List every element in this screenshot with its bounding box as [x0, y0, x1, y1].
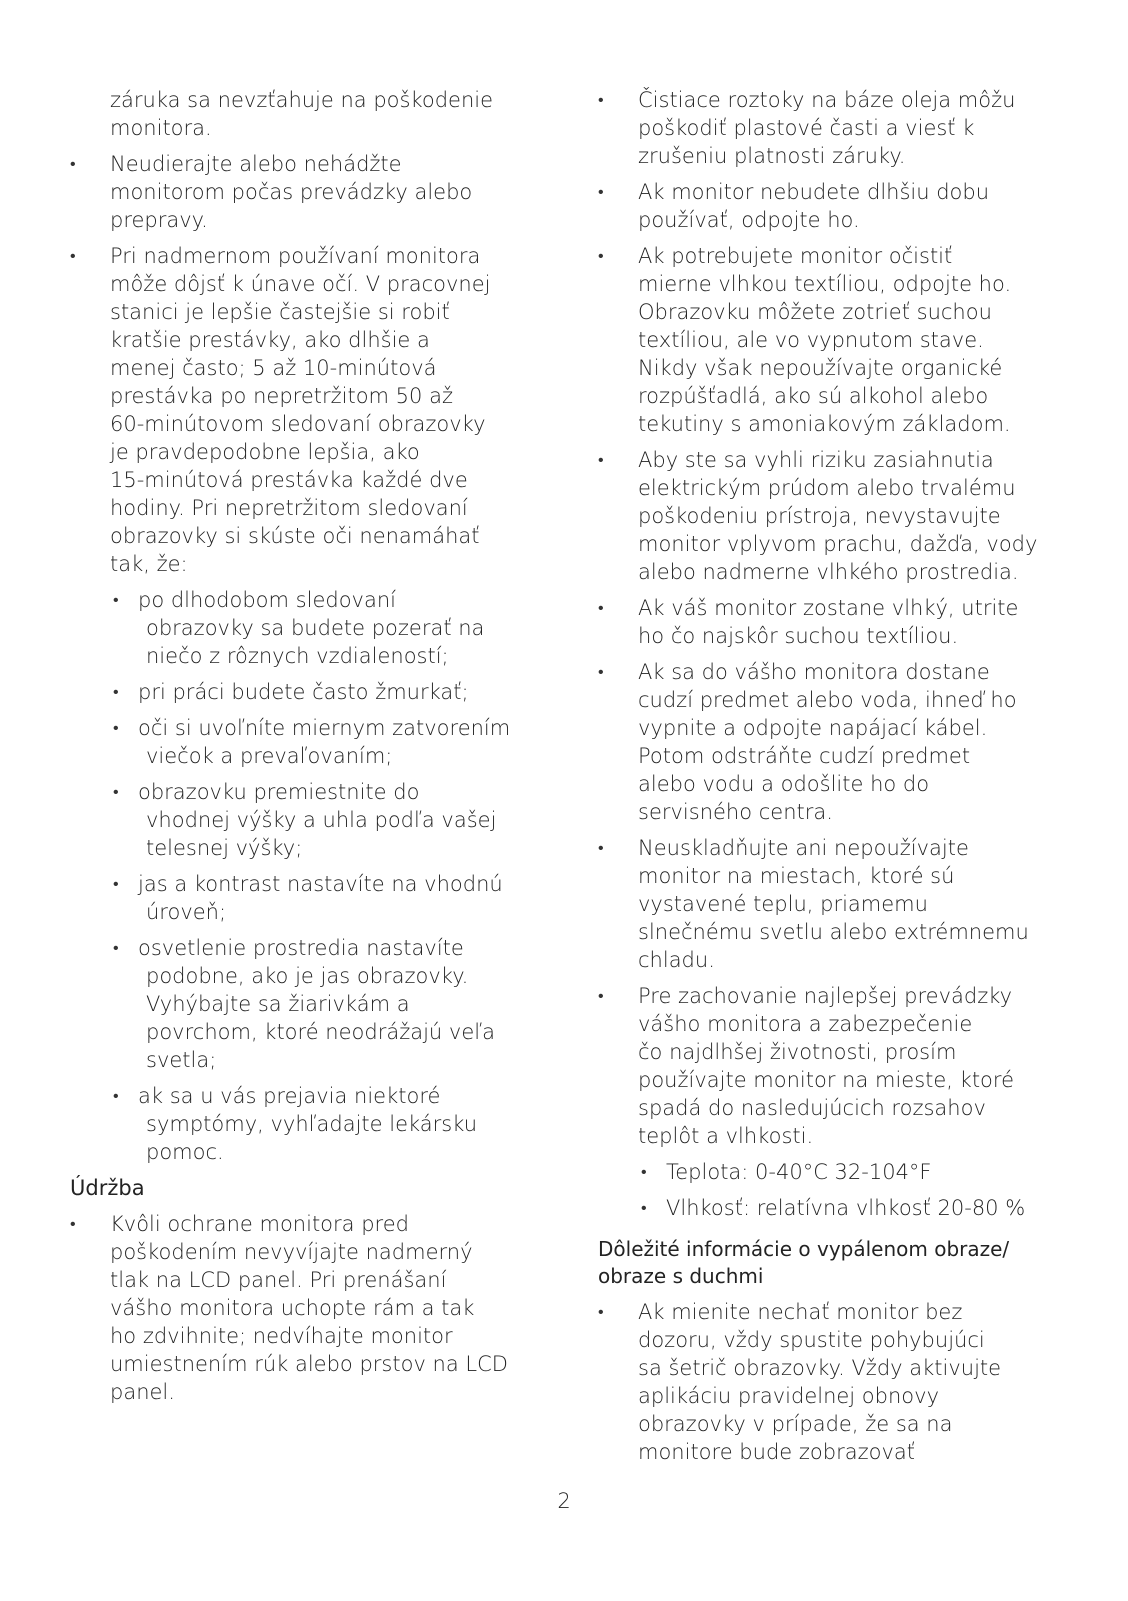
bullet-icon: •	[641, 1162, 647, 1181]
sub-list-item-text: Vlhkosť: relatívna vlhkosť 20-80 %	[666, 1196, 1026, 1220]
bullet-icon: •	[113, 590, 119, 609]
sub-list-item	[70, 678, 540, 706]
list-item	[598, 594, 1068, 650]
section-heading-maintenance: Údržba	[70, 1176, 145, 1200]
sub-list-item-text: obrazovku premiestnite do vhodnej výšky a uhla podľa vašej telesnej výšky;	[138, 780, 497, 860]
list-item-text: Ak mienite nechať monitor bez dozoru, vždy spustite pohybujúci sa šetrič obrazovky. Vždy aktivujte aplikáciu pravidelnej obnovy obrazovky v prípade, že sa na monitore bude zobrazovať	[638, 1300, 1002, 1464]
sub-list-item-text: osvetlenie prostredia nastavíte podobne, ako je jas obrazovky. Vyhýbajte sa žiarivkám a povrchom, ktoré neodrážajú veľa svetla;	[138, 936, 496, 1072]
sub-list-item-text: po dlhodobom sledovaní obrazovky sa budete pozerať na niečo z rôznych vzdialeností;	[138, 588, 485, 668]
sub-list-item-text: ak sa u vás prejavia niektoré symptómy, vyhľadajte lekársku pomoc.	[138, 1084, 478, 1164]
bullet-icon: •	[641, 1198, 647, 1217]
sub-list-item	[598, 1158, 1068, 1186]
list-item-text: Neudierajte alebo nehádžte monitorom počas prevádzky alebo prepravy.	[110, 152, 473, 232]
bullet-icon: •	[113, 874, 119, 893]
section-heading-burn-in: Dôležité informácie o vypálenom obraze/ obraze s duchmi	[598, 1237, 1010, 1288]
list-item-text: Pri nadmernom používaní monitora môže dôjsť k únave očí. V pracovnej stanici je lepšie častejšie si robiť kratšie prestávky, ako dlhšie a menej často; 5 až 10-minútová prestávka po nepretržitom 50 až 60-minútovom sledovaní obrazovky je pravdepodobne lepšia, ako 15-minútová prestávka každé dve hodiny. Pri nepretržitom sledovaní obrazovky si skúste oči nenamáhať tak, že:	[110, 244, 491, 576]
list-item	[70, 150, 540, 234]
bullet-icon: •	[598, 450, 604, 469]
sub-list-item-text: oči si uvoľníte miernym zatvorením viečok a prevaľovaním;	[138, 716, 511, 768]
bullet-icon: •	[113, 938, 119, 957]
bullet-icon: •	[113, 718, 119, 737]
bullet-icon: •	[113, 1086, 119, 1105]
list-item-text: Čistiace roztoky na báze oleja môžu poškodiť plastové časti a viesť k zrušeniu platnosti záruky.	[638, 88, 1016, 168]
list-item	[598, 242, 1068, 438]
bullet-icon: •	[70, 154, 76, 173]
sub-list-item	[70, 778, 540, 862]
list-item-text: Aby ste sa vyhli riziku zasiahnutia elektrickým prúdom alebo trvalému poškodeniu prístroja, nevystavujte monitor vplyvom prachu, dažďa, vody alebo nadmerne vlhkého prostredia.	[638, 448, 1038, 584]
list-item	[598, 1298, 1068, 1466]
bullet-icon: •	[598, 598, 604, 617]
sub-list-item-text: pri práci budete často žmurkať;	[138, 680, 469, 704]
list-item	[70, 1210, 540, 1406]
bullet-icon: •	[598, 1302, 604, 1321]
sub-list-item-text: Teplota: 0-40°C 32-104°F	[666, 1160, 932, 1184]
bullet-icon: •	[598, 182, 604, 201]
left-column	[70, 86, 540, 1414]
list-item-text: Neuskladňujte ani nepoužívajte monitor na miestach, ktoré sú vystavené teplu, priamemu slnečnému svetlu alebo extrémnemu chladu.	[638, 836, 1029, 972]
sub-list-item	[598, 1194, 1068, 1222]
right-column	[598, 86, 1068, 1474]
bullet-icon: •	[70, 246, 76, 265]
bullet-icon: •	[70, 1214, 76, 1233]
bullet-icon: •	[598, 838, 604, 857]
list-item	[598, 178, 1068, 234]
bullet-icon: •	[113, 682, 119, 701]
sub-list-item-text: jas a kontrast nastavíte na vhodnú úroveň;	[138, 872, 503, 924]
continuation-text: záruka sa nevzťahuje na poškodenie monitora.	[110, 88, 494, 140]
list-item-text: Ak sa do vášho monitora dostane cudzí predmet alebo voda, ihneď ho vypnite a odpojte napájací kábel. Potom odstráňte cudzí predmet alebo vodu a odošlite ho do servisného centra.	[638, 660, 1017, 824]
sub-list-item	[70, 870, 540, 926]
list-item-text: Kvôli ochrane monitora pred poškodením nevyvíjajte nadmerný tlak na LCD panel. Pri prenášaní vášho monitora uchopte rám a tak ho zdvihnite; nedvíhajte monitor umiestnením rúk alebo prstov na LCD panel.	[110, 1212, 508, 1404]
list-item	[598, 982, 1068, 1150]
bullet-icon: •	[598, 246, 604, 265]
list-item	[598, 86, 1068, 170]
list-item	[70, 242, 540, 578]
sub-list-item	[70, 1082, 540, 1166]
list-item	[598, 658, 1068, 826]
bullet-icon: •	[113, 782, 119, 801]
bullet-icon: •	[598, 90, 604, 109]
list-item-text: Ak potrebujete monitor očistiť mierne vlhkou textíliou, odpojte ho. Obrazovku môžete zotrieť suchou textíliou, ale vo vypnutom stave. Nikdy však nepoužívajte organické rozpúšťadlá, ako sú alkohol alebo tekutiny s amoniakovým základom.	[638, 244, 1012, 436]
bullet-icon: •	[598, 986, 604, 1005]
sub-list-item	[70, 586, 540, 670]
list-item-text: Ak váš monitor zostane vlhký, utrite ho čo najskôr suchou textíliou.	[638, 596, 1019, 648]
list-item-text: Ak monitor nebudete dlhšiu dobu používať, odpojte ho.	[638, 180, 990, 232]
list-item-text: Pre zachovanie najlepšej prevádzky vášho monitora a zabezpečenie čo najdlhšej životnosti, prosím používajte monitor na mieste, ktoré spadá do nasledujúcich rozsahov teplôt a vlhkosti.	[638, 984, 1014, 1148]
sub-list-item	[70, 934, 540, 1074]
bullet-icon: •	[598, 662, 604, 681]
page-number: 2	[557, 1489, 571, 1513]
list-item	[598, 834, 1068, 974]
list-item	[598, 446, 1068, 586]
sub-list-item	[70, 714, 540, 770]
